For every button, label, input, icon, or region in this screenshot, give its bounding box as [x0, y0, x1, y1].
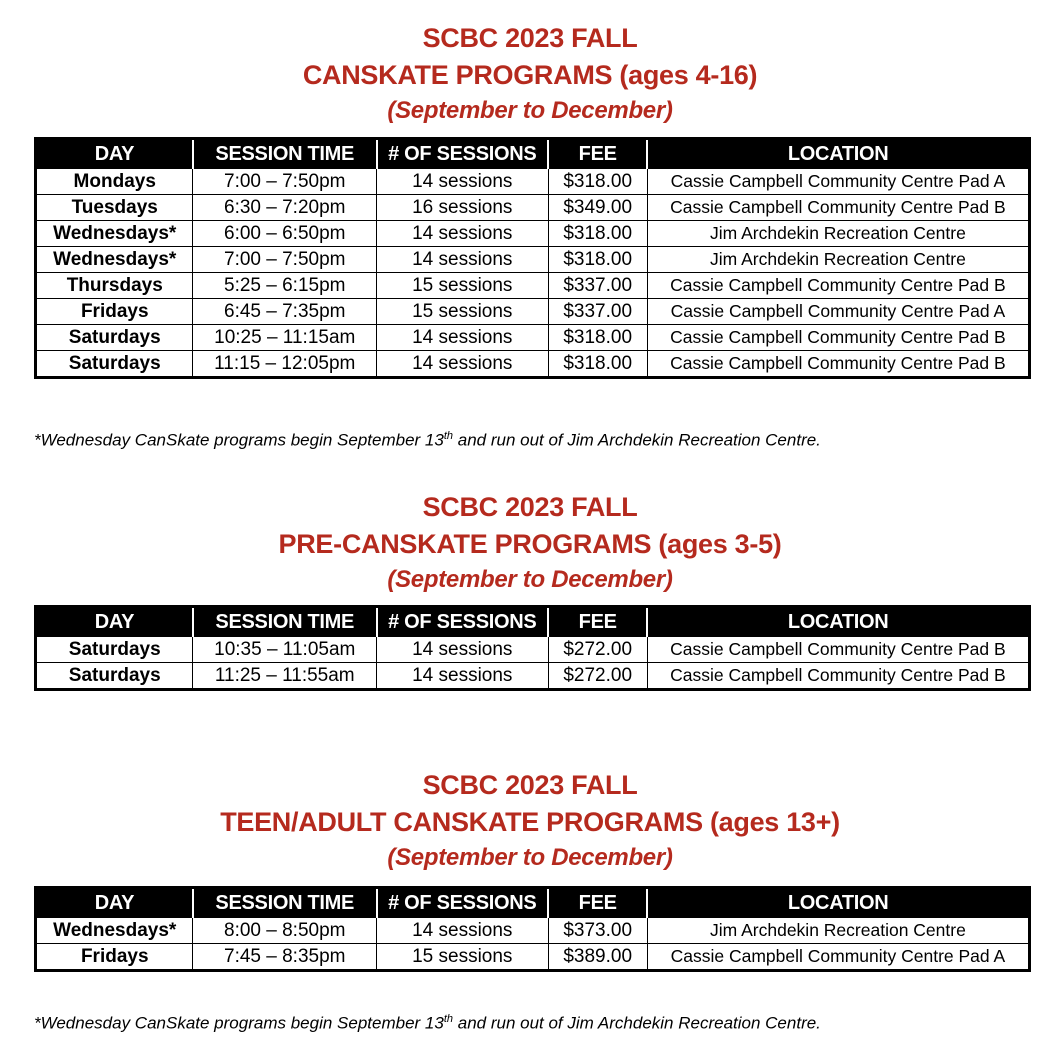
table-header-row [36, 888, 1030, 918]
session-time-cell: 11:25 – 11:55am [193, 663, 377, 690]
teen-adult-header [0, 767, 1060, 875]
section-title-line1: SCBC 2023 FALL [422, 23, 638, 53]
section-title-line2: PRE-CANSKATE PROGRAMS (ages 3-5) [278, 529, 782, 559]
location-cell: Cassie Campbell Community Centre Pad B [647, 663, 1029, 690]
sessions-count-cell: 15 sessions [377, 944, 549, 971]
sessions-count-cell: 16 sessions [377, 195, 549, 221]
session-time-cell: 6:45 – 7:35pm [193, 299, 377, 325]
fee-cell: $318.00 [548, 169, 647, 195]
location-cell: Cassie Campbell Community Centre Pad B [647, 325, 1029, 351]
column-header-session-time: SESSION TIME [193, 607, 377, 637]
location-cell: Jim Archdekin Recreation Centre [647, 918, 1029, 944]
pre-canskate-header [0, 489, 1060, 597]
column-header-session-time: SESSION TIME [193, 888, 377, 918]
column-header-location: LOCATION [647, 888, 1029, 918]
table-row [36, 221, 1030, 247]
note-text-end: and run out of Jim Archdekin Recreation Centre. [453, 1013, 821, 1033]
session-time-cell: 7:45 – 8:35pm [193, 944, 377, 971]
table-row [36, 918, 1030, 944]
fee-cell: $318.00 [548, 247, 647, 273]
location-cell: Cassie Campbell Community Centre Pad B [647, 273, 1029, 299]
day-cell: Saturdays [36, 325, 193, 351]
session-time-cell: 7:00 – 7:50pm [193, 169, 377, 195]
table-row [36, 169, 1030, 195]
note-text-start: *Wednesday CanSkate programs begin September 13 [34, 1013, 444, 1033]
session-time-cell: 8:00 – 8:50pm [193, 918, 377, 944]
table-header-row [36, 139, 1030, 169]
table-row [36, 944, 1030, 971]
sessions-count-cell: 15 sessions [377, 273, 549, 299]
sessions-count-cell: 14 sessions [377, 918, 549, 944]
fee-cell: $318.00 [548, 221, 647, 247]
location-cell: Cassie Campbell Community Centre Pad A [647, 299, 1029, 325]
table-row [36, 273, 1030, 299]
day-cell: Saturdays [36, 351, 193, 378]
section-subtitle: (September to December) [387, 566, 673, 593]
day-cell: Wednesdays* [36, 221, 193, 247]
sessions-count-cell: 14 sessions [377, 221, 549, 247]
column-header-location: LOCATION [647, 139, 1029, 169]
location-cell: Cassie Campbell Community Centre Pad B [647, 637, 1029, 663]
location-cell: Jim Archdekin Recreation Centre [647, 247, 1029, 273]
note-text-start: *Wednesday CanSkate programs begin September 13 [34, 430, 444, 450]
session-time-cell: 7:00 – 7:50pm [193, 247, 377, 273]
column-header-day: DAY [36, 139, 193, 169]
day-cell: Tuesdays [36, 195, 193, 221]
pre-canskate-schedule-table [34, 605, 1031, 691]
sessions-count-cell: 14 sessions [377, 169, 549, 195]
wednesday-note [34, 430, 821, 451]
fee-cell: $272.00 [548, 663, 647, 690]
sessions-count-cell: 14 sessions [377, 637, 549, 663]
section-title-line2: TEEN/ADULT CANSKATE PROGRAMS (ages 13+) [220, 807, 840, 837]
canskate-header [0, 20, 1060, 128]
day-cell: Wednesdays* [36, 247, 193, 273]
day-cell: Fridays [36, 944, 193, 971]
day-cell: Saturdays [36, 663, 193, 690]
session-time-cell: 6:00 – 6:50pm [193, 221, 377, 247]
section-title-line1: SCBC 2023 FALL [422, 492, 638, 522]
column-header-sessions-count: # OF SESSIONS [377, 139, 549, 169]
column-header-location: LOCATION [647, 607, 1029, 637]
sessions-count-cell: 15 sessions [377, 299, 549, 325]
day-cell: Fridays [36, 299, 193, 325]
table-row [36, 351, 1030, 378]
column-header-day: DAY [36, 607, 193, 637]
fee-cell: $389.00 [548, 944, 647, 971]
table-row [36, 299, 1030, 325]
sessions-count-cell: 14 sessions [377, 663, 549, 690]
day-cell: Mondays [36, 169, 193, 195]
table-row [36, 195, 1030, 221]
location-cell: Cassie Campbell Community Centre Pad B [647, 195, 1029, 221]
note-superscript: th [443, 430, 454, 442]
fee-cell: $272.00 [548, 637, 647, 663]
section-subtitle: (September to December) [387, 844, 673, 871]
sessions-count-cell: 14 sessions [377, 351, 549, 378]
table-row [36, 637, 1030, 663]
table-row [36, 325, 1030, 351]
location-cell: Cassie Campbell Community Centre Pad A [647, 169, 1029, 195]
day-cell: Thursdays [36, 273, 193, 299]
column-header-session-time: SESSION TIME [193, 139, 377, 169]
fee-cell: $318.00 [548, 351, 647, 378]
location-cell: Jim Archdekin Recreation Centre [647, 221, 1029, 247]
note-superscript: th [443, 1013, 454, 1025]
location-cell: Cassie Campbell Community Centre Pad B [647, 351, 1029, 378]
session-time-cell: 5:25 – 6:15pm [193, 273, 377, 299]
session-time-cell: 10:35 – 11:05am [193, 637, 377, 663]
wednesday-note-bottom [34, 1013, 821, 1034]
column-header-day: DAY [36, 888, 193, 918]
section-subtitle: (September to December) [387, 97, 673, 124]
fee-cell: $349.00 [548, 195, 647, 221]
fee-cell: $373.00 [548, 918, 647, 944]
day-cell: Saturdays [36, 637, 193, 663]
location-cell: Cassie Campbell Community Centre Pad A [647, 944, 1029, 971]
fee-cell: $318.00 [548, 325, 647, 351]
fee-cell: $337.00 [548, 273, 647, 299]
section-title-line1: SCBC 2023 FALL [422, 770, 638, 800]
session-time-cell: 11:15 – 12:05pm [193, 351, 377, 378]
session-time-cell: 10:25 – 11:15am [193, 325, 377, 351]
day-cell: Wednesdays* [36, 918, 193, 944]
session-time-cell: 6:30 – 7:20pm [193, 195, 377, 221]
table-row [36, 663, 1030, 690]
column-header-sessions-count: # OF SESSIONS [377, 888, 549, 918]
column-header-fee: FEE [548, 139, 647, 169]
column-header-fee: FEE [548, 888, 647, 918]
section-title-line2: CANSKATE PROGRAMS (ages 4-16) [302, 60, 758, 90]
sessions-count-cell: 14 sessions [377, 247, 549, 273]
column-header-sessions-count: # OF SESSIONS [377, 607, 549, 637]
fee-cell: $337.00 [548, 299, 647, 325]
canskate-schedule-table [34, 137, 1031, 379]
table-row [36, 247, 1030, 273]
sessions-count-cell: 14 sessions [377, 325, 549, 351]
note-text-end: and run out of Jim Archdekin Recreation Centre. [453, 430, 821, 450]
table-header-row [36, 607, 1030, 637]
teen-adult-schedule-table [34, 886, 1031, 972]
column-header-fee: FEE [548, 607, 647, 637]
